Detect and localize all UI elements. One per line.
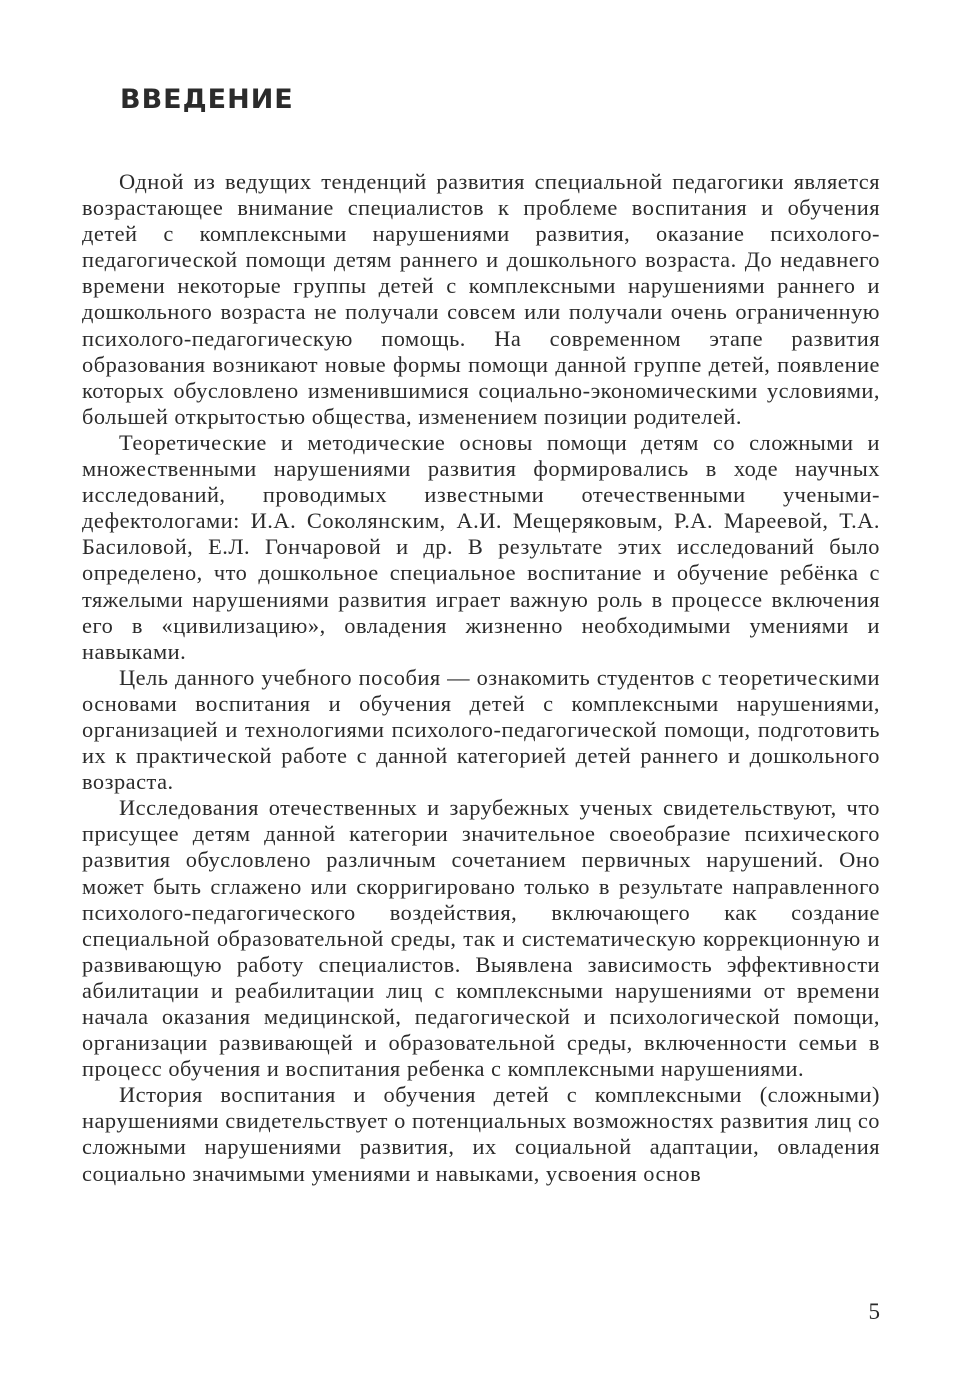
body-text [82,169,880,1187]
paragraph-3: Цель данного учебного пособия — ознакомить студентов с теоретическими основами воспитания и обучения детей с комплексными нарушениями, организацией и технологиями психолого-педагогической помощи, подготовить их к практической работе с данной категорией детей раннего и дошкольного возраста. [82,664,880,795]
paragraph-4: Исследования отечественных и зарубежных ученых свидетельствуют, что присущее детям данной категории значительное своеобразие психического развития обусловлено различным сочетанием первичных нарушений. Оно может быть сглажено или скорригировано только в результате направленного психолого-педагогического воздействия, включающего как создание специальной образовательной среды, так и систематическую коррекционную и развивающую работу специалистов. Выявлена зависимость эффективности абилитации и реабилитации лиц с комплексными нарушениями от времени начала оказания медицинской, педагогической и психологической помощи, организации развивающей и образовательной среды, включенности семьи в процесс обучения и воспитания ребенка с комплексными нарушениями. [82,795,880,1082]
page-number: 5 [868,1299,880,1324]
paragraph-5: История воспитания и обучения детей с комплексными (сложными) нарушениями свидетельствует о потенциальных возможностях развития лиц со сложными нарушениями развития, их социальной адаптации, овладения социально значимыми умениями и навыками, усвоения основ [82,1082,880,1186]
paragraph-2: Теоретические и методические основы помощи детям со сложными и множественными нарушениями развития формировались в ходе научных исследований, проводимых известными отечественными учеными-дефектологами: И.А. Соколянским, А.И. Мещеряковым, Р.А. Мареевой, Т.А. Басиловой, Е.Л. Гончаровой и др. В результате этих исследований было определено, что дошкольное специальное воспитание и обучение ребёнка с тяжелыми нарушениями развития играет важную роль в процессе включения его в «цивилизацию», овладения жизненно необходимыми умениями и навыками. [82,429,880,664]
chapter-heading: ВВЕДЕНИЕ [120,84,294,115]
paragraph-1: Одной из ведущих тенденций развития специальной педагогики является возрастающее внимание специалистов к проблеме воспитания и обучения детей с комплексными нарушениями развития, оказание психолого-педагогической помощи детям раннего и дошкольного возраста. До недавнего времени некоторые группы детей с комплексными нарушениями раннего и дошкольного возраста не получали совсем или получали очень ограниченную психолого-педагогическую помощь. На современном этапе развития образования возникают новые формы помощи данной группе детей, появление которых обусловлено изменившимися социально-экономическими условиями, большей открытостью общества, изменением позиции родителей. [82,169,880,429]
